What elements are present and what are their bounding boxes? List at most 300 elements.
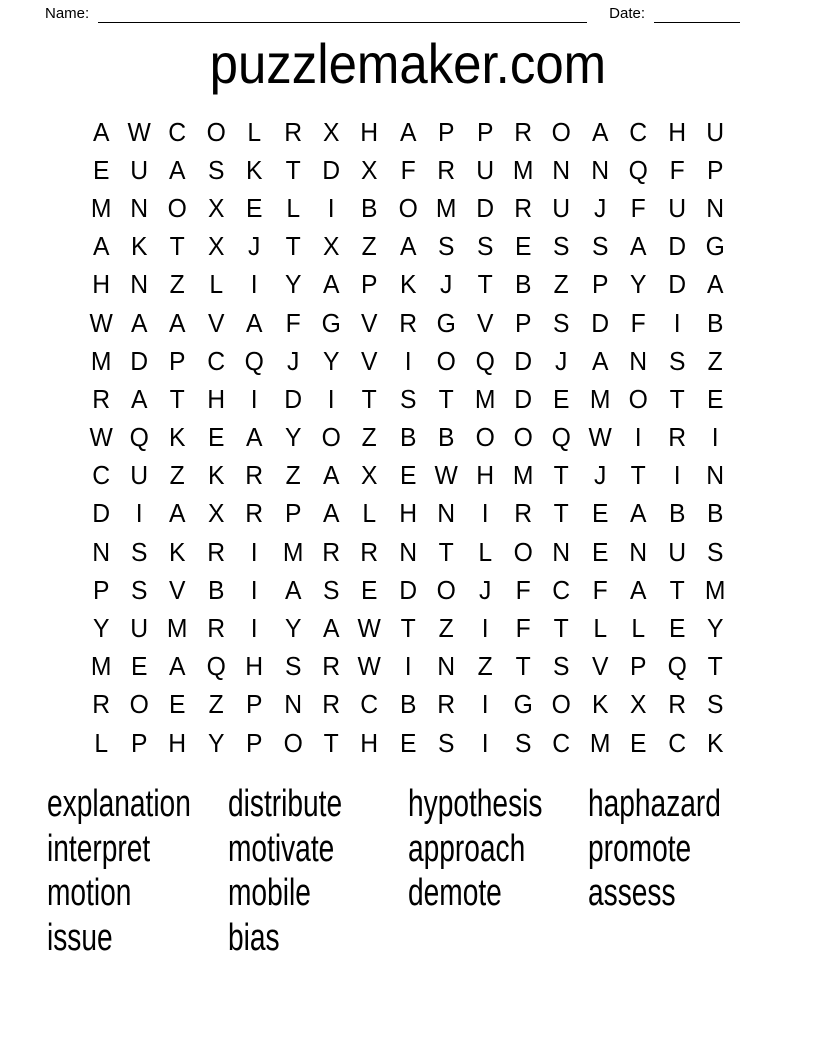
word-item: approach [408, 827, 526, 870]
grid-letter: T [554, 460, 570, 491]
grid-letter: U [552, 192, 571, 223]
grid-letter: J [593, 192, 607, 223]
word-item: interpret [47, 827, 151, 870]
grid-letter: P [130, 727, 148, 758]
grid-letter: O [436, 574, 457, 605]
grid-letter: B [361, 192, 378, 223]
grid-letter: R [91, 689, 110, 720]
date-label: Date: [609, 5, 645, 22]
grid-letter: D [514, 383, 533, 414]
grid-letter: M [90, 345, 111, 376]
grid-letter: T [169, 231, 186, 262]
grid-letter: L [285, 192, 300, 223]
grid-letter: M [90, 192, 111, 223]
grid-letter: X [361, 460, 378, 491]
grid-letter: D [91, 498, 110, 529]
date-blank-line [654, 8, 740, 23]
word-search-grid [82, 113, 735, 762]
grid-letter: J [286, 345, 299, 376]
grid-letter: X [322, 231, 340, 262]
grid-letter: T [669, 574, 685, 605]
grid-letter: U [667, 536, 686, 567]
grid-letter: C [360, 689, 379, 720]
grid-letter: A [246, 422, 263, 453]
grid-letter: R [514, 498, 533, 529]
grid-letter: O [628, 383, 649, 414]
grid-letter: K [169, 422, 186, 453]
grid-letter: E [591, 498, 609, 529]
grid-letter: N [437, 651, 456, 682]
grid-letter: O [129, 689, 149, 720]
word-list-cell [228, 873, 408, 913]
word-item: motion [47, 872, 132, 915]
name-label: Name: [45, 5, 90, 22]
grid-letter: A [169, 154, 186, 185]
grid-letter: R [283, 116, 302, 147]
grid-letter: E [399, 727, 417, 758]
word-list-cell [228, 918, 408, 958]
grid-letter: F [515, 574, 531, 605]
word-list-cell [47, 784, 228, 824]
grid-letter: D [130, 345, 149, 376]
grid-letter: E [707, 383, 724, 414]
grid-letter: R [207, 613, 225, 644]
grid-letter: Z [169, 269, 186, 300]
grid-letter: C [629, 116, 648, 147]
grid-letter: N [629, 536, 648, 567]
grid-letter: R [322, 651, 341, 682]
grid-letter: Z [208, 689, 224, 720]
grid-letter: R [322, 689, 341, 720]
grid-letter: T [169, 383, 186, 414]
grid-letter: D [514, 345, 533, 376]
grid-letter: P [361, 269, 378, 300]
grid-letter: S [553, 651, 570, 682]
grid-letter: T [438, 536, 454, 567]
grid-letter: H [360, 116, 379, 147]
grid-letter: P [169, 345, 186, 376]
grid-letter: D [399, 574, 417, 605]
grid-letter: T [554, 613, 570, 644]
grid-letter: L [93, 727, 108, 758]
grid-letter: R [667, 689, 686, 720]
grid-letter: V [361, 307, 378, 338]
grid-letter: D [591, 307, 609, 338]
grid-letter: S [514, 727, 532, 758]
grid-letter: N [591, 154, 609, 185]
grid-letter: I [250, 574, 258, 605]
grid-letter: P [246, 689, 263, 720]
grid-letter: H [91, 269, 110, 300]
grid-letter: E [207, 422, 225, 453]
word-item: promote [588, 827, 692, 870]
grid-letter: L [247, 116, 262, 147]
grid-letter: E [399, 460, 417, 491]
word-list-cell [47, 873, 228, 913]
grid-letter: A [630, 231, 647, 262]
grid-letter: O [436, 345, 457, 376]
grid-letter: C [168, 116, 187, 147]
grid-letter: S [553, 307, 570, 338]
grid-letter: Y [207, 727, 225, 758]
grid-letter: W [434, 460, 459, 491]
grid-letter: H [207, 383, 225, 414]
grid-letter: I [404, 345, 412, 376]
grid-letter: I [250, 536, 258, 567]
grid-letter: G [321, 307, 341, 338]
word-item: issue [47, 916, 113, 959]
grid-letter: C [667, 727, 686, 758]
grid-letter: X [361, 154, 378, 185]
grid-letter: W [357, 651, 382, 682]
grid-letter: Z [477, 651, 493, 682]
grid-letter: K [130, 231, 148, 262]
grid-letter: R [322, 536, 341, 567]
grid-letter: N [399, 536, 417, 567]
grid-letter: H [475, 460, 494, 491]
grid-letter: U [706, 116, 725, 147]
grid-letter: I [481, 498, 489, 529]
grid-letter: E [169, 689, 186, 720]
grid-letter: N [91, 536, 110, 567]
grid-letter: Q [667, 651, 687, 682]
grid-letter: A [707, 269, 724, 300]
grid-letter: S [322, 574, 340, 605]
grid-letter: E [553, 383, 570, 414]
grid-letter: Q [129, 422, 149, 453]
grid-letter: B [438, 422, 455, 453]
grid-letter: K [169, 536, 186, 567]
grid-letter: Y [322, 345, 340, 376]
grid-letter: I [250, 613, 258, 644]
grid-letter: I [481, 727, 489, 758]
grid-letter: Z [285, 460, 301, 491]
grid-letter: U [130, 613, 149, 644]
grid-letter: B [514, 269, 532, 300]
grid-letter: A [322, 460, 340, 491]
grid-letter: W [588, 422, 612, 453]
grid-letter: I [673, 307, 681, 338]
grid-letter: N [437, 498, 456, 529]
grid-letter: M [704, 574, 726, 605]
worksheet-page [0, 3, 816, 1059]
grid-letter: J [440, 269, 453, 300]
grid-letter: W [89, 422, 113, 453]
grid-letter: M [589, 383, 611, 414]
grid-letter: E [668, 613, 686, 644]
word-item: distribute [228, 783, 343, 826]
grid-letter: U [667, 192, 686, 223]
grid-letter: X [630, 689, 647, 720]
grid-letter: N [629, 345, 648, 376]
grid-letter: Y [92, 613, 109, 644]
grid-letter: M [90, 651, 111, 682]
grid-letter: S [130, 536, 148, 567]
grid-letter: Q [628, 154, 649, 185]
grid-letter: B [399, 689, 417, 720]
grid-letter: A [591, 345, 609, 376]
grid-letter: I [327, 383, 335, 414]
grid-letter: X [322, 116, 340, 147]
grid-letter: A [591, 116, 609, 147]
grid-letter: Y [284, 422, 301, 453]
grid-letter: I [135, 498, 143, 529]
grid-letter: Z [707, 345, 723, 376]
grid-letter: S [284, 651, 301, 682]
grid-letter: T [477, 269, 493, 300]
grid-letter: A [169, 307, 186, 338]
grid-letter: Z [438, 613, 454, 644]
grid-letter: S [207, 154, 225, 185]
grid-letter: S [438, 727, 455, 758]
grid-letter: F [285, 307, 301, 338]
grid-letter: Q [244, 345, 264, 376]
grid-letter: D [667, 269, 686, 300]
grid-letter: U [130, 460, 149, 491]
word-list-cell [588, 873, 778, 913]
grid-letter: D [475, 192, 494, 223]
grid-letter: R [667, 422, 686, 453]
grid-letter: M [474, 383, 496, 414]
grid-letter: O [475, 422, 495, 453]
grid-letter: N [552, 536, 571, 567]
word-list-cell [588, 784, 778, 824]
grid-letter: U [475, 154, 494, 185]
word-list-cell [588, 829, 778, 869]
name-blank-line [98, 8, 587, 23]
grid-letter: O [206, 116, 226, 147]
grid-letter: T [707, 651, 723, 682]
grid-letter: W [127, 116, 151, 147]
grid-letter: K [707, 727, 724, 758]
grid-letter: L [631, 613, 646, 644]
grid-letter: I [481, 613, 489, 644]
grid-letter: Y [284, 269, 301, 300]
grid-letter: M [512, 460, 534, 491]
grid-letter: A [399, 231, 417, 262]
grid-letter: O [167, 192, 188, 223]
grid-letter: A [322, 269, 340, 300]
grid-letter: T [630, 460, 647, 491]
grid-letter: Q [552, 422, 572, 453]
grid-letter: J [478, 574, 491, 605]
grid-letter: H [360, 727, 379, 758]
grid-letter: N [706, 192, 725, 223]
grid-letter: V [591, 651, 609, 682]
grid-letter: I [327, 192, 335, 223]
grid-letter: P [591, 269, 609, 300]
grid-letter: F [400, 154, 416, 185]
word-list-cell [408, 873, 588, 913]
grid-letter: D [667, 231, 686, 262]
grid-letter: L [477, 536, 492, 567]
grid-letter: F [630, 192, 647, 223]
grid-letter: B [668, 498, 686, 529]
grid-letter: R [437, 689, 456, 720]
word-item: bias [228, 916, 280, 959]
grid-letter: Y [284, 613, 301, 644]
word-item: haphazard [588, 783, 721, 826]
grid-letter: T [400, 613, 416, 644]
word-list-cell [47, 829, 228, 869]
grid-letter: V [361, 345, 378, 376]
grid-letter: R [514, 192, 533, 223]
grid-letter: H [399, 498, 417, 529]
grid-letter: N [130, 192, 149, 223]
grid-letter: J [248, 231, 261, 262]
word-item: demote [408, 872, 502, 915]
grid-letter: A [169, 498, 186, 529]
word-item: assess [588, 872, 676, 915]
grid-letter: A [630, 574, 647, 605]
grid-letter: T [554, 498, 570, 529]
grid-letter: E [92, 154, 109, 185]
grid-letter: A [630, 498, 647, 529]
grid-letter: T [669, 383, 685, 414]
grid-letter: R [207, 536, 225, 567]
grid-letter: J [555, 345, 568, 376]
grid-letter: R [91, 383, 110, 414]
grid-letter: I [673, 460, 681, 491]
word-item: motivate [228, 827, 335, 870]
grid-letter: T [438, 383, 454, 414]
grid-letter: T [323, 727, 339, 758]
grid-letter: H [245, 651, 264, 682]
grid-letter: R [245, 498, 264, 529]
grid-letter: G [513, 689, 533, 720]
grid-letter: P [284, 498, 301, 529]
grid-letter: V [169, 574, 186, 605]
grid-letter: S [476, 231, 494, 262]
grid-letter: D [322, 154, 341, 185]
grid-letter: N [706, 460, 725, 491]
grid-letter: E [361, 574, 378, 605]
grid-letter: X [207, 498, 225, 529]
grid-letter: S [553, 231, 570, 262]
grid-letter: N [130, 269, 149, 300]
grid-letter: W [89, 307, 113, 338]
grid-letter: R [437, 154, 456, 185]
grid-letter: T [515, 651, 531, 682]
grid-letter: T [362, 383, 378, 414]
grid-letter: Q [206, 651, 226, 682]
grid-letter: B [399, 422, 417, 453]
grid-letter: H [667, 116, 686, 147]
grid-letter: L [593, 613, 607, 644]
grid-letter: N [552, 154, 571, 185]
grid-letter: P [630, 651, 647, 682]
grid-letter: P [707, 154, 724, 185]
grid-letter: M [512, 154, 534, 185]
grid-letter: Q [475, 345, 495, 376]
word-list-cell [228, 829, 408, 869]
grid-letter: A [322, 498, 340, 529]
grid-letter: O [552, 116, 572, 147]
grid-letter: V [476, 307, 494, 338]
grid-letter: S [707, 689, 724, 720]
grid-letter: A [92, 231, 109, 262]
word-list-cell [228, 784, 408, 824]
grid-letter: C [552, 574, 571, 605]
grid-letter: C [207, 345, 225, 376]
grid-letter: F [592, 574, 608, 605]
grid-letter: C [552, 727, 571, 758]
grid-letter: A [284, 574, 301, 605]
page-title: puzzlemaker.com [209, 32, 607, 95]
grid-letter: P [476, 116, 494, 147]
grid-letter: H [168, 727, 187, 758]
grid-letter: F [669, 154, 685, 185]
grid-letter: W [357, 613, 382, 644]
grid-letter: O [398, 192, 418, 223]
grid-letter: Z [362, 231, 378, 262]
word-list-cell [408, 829, 588, 869]
grid-letter: K [207, 460, 225, 491]
grid-letter: S [399, 383, 417, 414]
grid-letter: S [591, 231, 609, 262]
grid-letter: E [591, 536, 609, 567]
grid-letter: M [436, 192, 457, 223]
grid-letter: J [593, 460, 607, 491]
grid-letter: A [322, 613, 340, 644]
grid-letter: S [438, 231, 455, 262]
grid-letter: A [399, 116, 417, 147]
grid-letter: I [250, 383, 258, 414]
grid-letter: B [707, 307, 724, 338]
grid-letter: U [130, 154, 149, 185]
grid-letter: R [360, 536, 379, 567]
grid-letter: K [246, 154, 263, 185]
grid-letter: B [207, 574, 225, 605]
grid-letter: A [246, 307, 263, 338]
grid-letter: T [285, 154, 301, 185]
grid-letter: K [591, 689, 609, 720]
header [45, 3, 740, 23]
grid-letter: Z [362, 422, 378, 453]
grid-letter: E [130, 651, 148, 682]
grid-letter: D [283, 383, 302, 414]
word-item: explanation [47, 783, 191, 826]
grid-letter: O [513, 536, 533, 567]
grid-letter: Y [707, 613, 724, 644]
grid-letter: S [130, 574, 148, 605]
grid-letter: F [515, 613, 531, 644]
grid-letter: L [209, 269, 223, 300]
grid-letter: Z [554, 269, 570, 300]
grid-letter: O [321, 422, 341, 453]
grid-letter: I [404, 651, 412, 682]
grid-letter: E [514, 231, 532, 262]
grid-letter: I [635, 422, 642, 453]
grid-letter: P [246, 727, 263, 758]
grid-letter: P [514, 307, 532, 338]
grid-letter: N [283, 689, 302, 720]
grid-letter: I [250, 269, 258, 300]
grid-letter: F [630, 307, 647, 338]
grid-letter: A [130, 307, 148, 338]
grid-letter: P [92, 574, 109, 605]
grid-letter: X [207, 231, 225, 262]
grid-letter: M [167, 613, 188, 644]
grid-letter: M [589, 727, 611, 758]
grid-letter: O [513, 422, 533, 453]
grid-letter: L [362, 498, 377, 529]
grid-letter: I [481, 689, 489, 720]
grid-letter: P [438, 116, 455, 147]
grid-letter: C [91, 460, 110, 491]
grid-letter: O [552, 689, 572, 720]
grid-letter: B [707, 498, 724, 529]
